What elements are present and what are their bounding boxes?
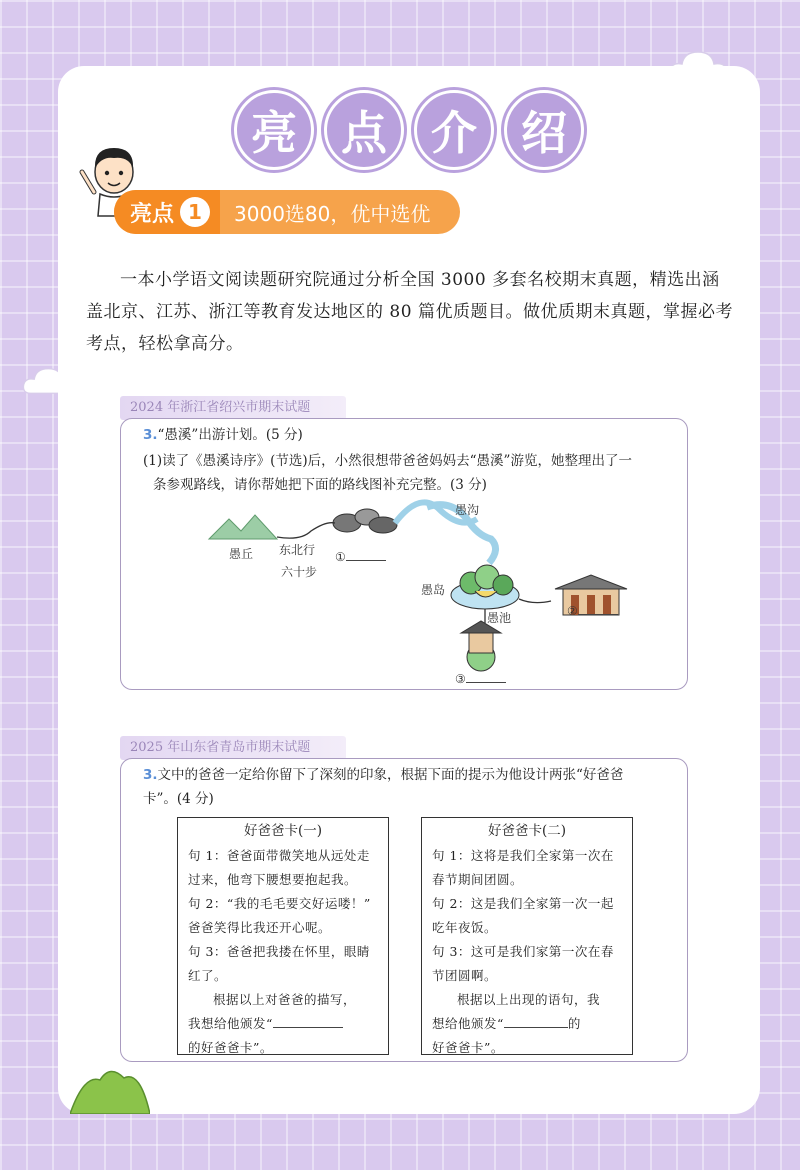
question-text: 文中的爸爸一定给你留下了深刻的印象，根据下面的提示为他设计两张“好爸爸 [157,767,624,783]
dad-card-1 [177,817,389,1055]
card-prompt-text: 想给他颁发“ [432,1016,504,1031]
card-prompt [178,1012,388,1036]
title-char: 绍 [504,90,584,170]
question-text: “愚溪”出游计划。(5 分) [157,427,303,443]
blank-marker: ① [335,550,346,564]
highlight-text: 3000选80，优中选优 [234,201,431,226]
card-prompt [422,1012,632,1036]
card-line: 春节期间团圆。 [432,872,524,887]
card-prompt-text: 我想给他颁发“ [188,1016,273,1031]
highlight-banner [114,190,460,234]
card-prompt: 好爸爸卡”。 [432,1040,504,1055]
card-prompt: 根据以上对爸爸的描写， [213,992,357,1007]
rocks-icon [333,509,397,533]
card-line: 句 3：这可是我们家第一次在春 [432,944,614,959]
blank-marker: ③ [455,672,466,686]
question-line: (1)读了《愚溪诗序》(节选)后，小然很想带爸爸妈妈去“愚溪”游览，她整理出了一 [143,453,632,469]
pavilion-icon [461,621,501,671]
answer-blank[interactable] [504,1016,568,1028]
map-label-ditch: 愚沟 [455,503,480,517]
map-label-pond: 愚池 [487,611,512,625]
route-map [121,419,689,691]
dad-card-2 [421,817,633,1055]
question-line: 卡”。(4 分) [143,791,214,807]
content-card [58,66,760,1114]
question-box [120,758,688,1062]
blank-marker: ② [567,604,578,618]
answer-blank[interactable] [273,1016,343,1028]
map-label-direction: 东北行 [279,543,316,557]
card-line: 句 1：爸爸面带微笑地从远处走 [188,848,370,863]
title-char: 介 [414,90,494,170]
question-number: 3. [143,427,158,443]
card-prompt-text: 的 [567,1016,581,1031]
island-icon [451,565,519,609]
card-line: 过来，他弯下腰想要抱起我。 [188,872,358,887]
question-line: 条参观路线，请你帮她把下面的路线图补充完整。(3 分) [153,477,487,493]
card-prompt: 的好爸爸卡”。 [188,1040,273,1055]
card-line: 红了。 [188,968,228,983]
title-char: 亮 [234,90,314,170]
question-number: 3. [143,767,158,783]
source-tag: 2024 年浙江省绍兴市期末试题 [120,396,346,420]
question-title [143,763,673,787]
card-line: 爸爸笑得比我还开心呢。 [188,920,332,935]
highlight-number: 1 [180,197,210,227]
map-blank-2[interactable] [567,603,618,618]
map-label-hill: 愚丘 [229,547,254,561]
card-line: 吃年夜饭。 [432,920,498,935]
card-line: 句 2：这是我们全家第一次一起 [432,896,614,911]
card-line: 句 2：“我的毛毛要交好运喽！” [188,896,371,911]
source-tag: 2025 年山东省青岛市期末试题 [120,736,346,760]
map-label-distance: 六十步 [281,565,318,579]
hill-icon [209,515,277,539]
question-box [120,418,688,690]
card-line: 句 3：爸爸把我搂在怀里，眼睛 [188,944,370,959]
answer-blank[interactable] [346,549,386,561]
highlight-label: 亮点 [130,201,175,227]
map-label-island: 愚岛 [421,583,446,597]
intro-paragraph: 一本小学语文阅读题研究院通过分析全国 3000 多套名校期末真题，精选出涵盖北京、江苏、浙江等教育发达地区的 80 篇优质题目。做优质期末真题，掌握必考考点，轻松拿高分。 [86,270,733,354]
card-prompt: 根据以上出现的语句，我 [457,992,601,1007]
hills-decoration-icon [70,1060,150,1114]
highlight-tag [114,190,220,234]
answer-blank[interactable] [466,671,506,683]
card-title: 好爸爸卡(一) [243,823,323,839]
answer-blank[interactable] [578,603,618,615]
card-title: 好爸爸卡(二) [487,823,567,839]
card-line: 句 1：这将是我们全家第一次在 [432,848,614,863]
page-title [58,90,760,170]
card-line: 节团圆啊。 [432,968,498,983]
map-blank-1[interactable] [335,549,386,564]
map-blank-3[interactable] [455,671,506,686]
title-char: 点 [324,90,404,170]
